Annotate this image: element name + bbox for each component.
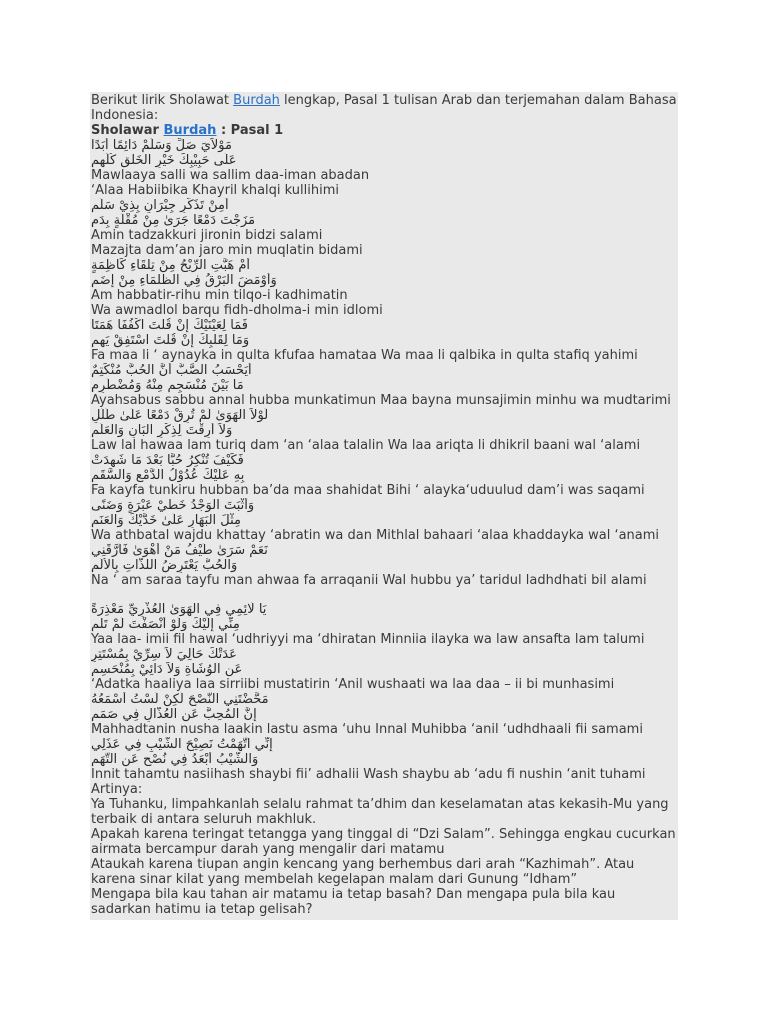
arabic-text: فَمَا لِعَيْنَيْكَ إِنْ قُلْتَ اكْفُفَا هَمَتَا	[91, 318, 248, 333]
arabic-line	[91, 363, 678, 378]
latin-line: Ayahsabus sabbu annal hubba munkatimun Maa bayna munsajimin minhu wa mudtarimi	[91, 393, 671, 408]
arabic-text: مَا بَيْنَ مُنْسَجِمٍ مِنْهُ وَمُضْطَرِمِ	[91, 378, 244, 393]
verse-block	[91, 692, 678, 737]
arabic-text: عَدَتْكَ حَالِيَ لاَ سِرِّيْ بِمُسْتَتِرٍ	[91, 647, 237, 662]
latin-line: Mawlaaya salli wa sallim daa-iman abadan	[91, 168, 370, 183]
document-page	[90, 92, 678, 920]
verse-block	[91, 408, 678, 453]
verse-block	[91, 498, 678, 543]
verse-block	[91, 138, 678, 198]
arabic-line	[91, 752, 678, 767]
arabic-line	[91, 273, 678, 288]
arabic-text: أَمْ هَبَّتِ الرِّيْحُ مِنْ تِلْقَاءِ كَاظِمَةٍ	[91, 258, 251, 273]
arabic-text: مَحَّضْتَنِي النُّصْحَ لَكِنْ لَسْتُ أَسْمَعُهُ	[91, 692, 269, 707]
verse-block	[91, 258, 678, 318]
arabic-line	[91, 333, 678, 348]
arabic-text: أَمِنْ تَذَكُّرِ جِيْرَانٍ بِذِيْ سَلَمِ	[91, 198, 229, 213]
verse-block	[91, 363, 678, 408]
latin-line: Law lal hawaa lam turiq dam ‘an ‘alaa talalin Wa laa ariqta li dhikril baani wal ‘alami	[91, 438, 641, 453]
arabic-line	[91, 602, 678, 617]
arabic-line	[91, 423, 678, 438]
latin-line: Na ‘ am saraa tayfu man ahwaa fa arraqanii Wal hubbu ya’ taridul ladhdhati bil alami	[91, 573, 647, 588]
arabic-text: مَوْلاَيَ صَلِّ وَسَلِّمْ دَائِمًا أَبَدًا	[91, 138, 232, 153]
verses-list	[91, 138, 678, 782]
arabic-line	[91, 198, 678, 213]
arabic-text: مِنِّي إِلَيْكَ وَلَوْ أَنْصَفْتَ لَمْ تَلُمِ	[91, 617, 240, 632]
latin-line: Fa kayfa tunkiru hubban ba’da maa shahidat Bihi ‘ alayka‘uduulud dam’i was saqami	[91, 483, 645, 498]
arabic-text: يَا لَائِمِي فِي الْهَوَىٰ الْعُذْرِيِّ مَعْذِرَةً	[91, 602, 267, 617]
intro-text-before: Berikut lirik Sholawat	[91, 93, 234, 108]
latin-line: Wa athbatal wajdu khattay ‘abratin wa dan Mithlal bahaari ‘alaa khaddayka wal ‘anami	[91, 528, 660, 543]
arabic-line	[91, 468, 678, 483]
arabic-line	[91, 737, 678, 752]
arabic-line	[91, 213, 678, 228]
latin-line: ‘Alaa Habiibika Khayril khalqi kullihimi	[91, 183, 339, 198]
arabic-line	[91, 153, 678, 168]
arabic-text: مَزَجْتَ دَمْعًا جَرَىٰ مِنْ مُقْلَةٍ بِدَمِ	[91, 213, 256, 228]
latin-line: Fa maa li ‘ aynayka in qulta kfufaa hamataa Wa maa li qalbika in qulta stafiq yahimi	[91, 348, 638, 363]
arabic-text: وَأَثْبَتَ الْوَجْدُ خَطَّيْ عَبْرَةٍ وَضَنًى	[91, 498, 255, 513]
latin-line: Innit tahamtu nasiihash shaybi fii’ adhalii Wash shaybu ab ‘adu fi nushin ‘anit tuhami	[91, 767, 646, 782]
arabic-text: بِهِ عَلَيْكَ عُدُوْلُ الدَّمْعِ وَالسَّقَمِ	[91, 468, 245, 483]
arabic-line	[91, 138, 678, 153]
latin-line: Yaa laa- imii fil hawal ‘udhriyyi ma ‘dhiratan Minniia ilayka wa law ansafta lam talumi	[91, 632, 645, 647]
latin-line: Amin tadzakkuri jironin bidzi salami	[91, 228, 323, 243]
verse-block	[91, 543, 678, 588]
latin-line: Mazajta dam’an jaro min muqlatin bidami	[91, 243, 363, 258]
heading-prefix: Sholawar	[91, 123, 164, 138]
translation-paragraph: Ya Tuhanku, limpahkanlah selalu rahmat ta’dhim dan keselamatan atas kekasih-Mu yang terbaik di antara seluruh makhluk.	[91, 797, 669, 827]
arabic-text: وَالْحُبُّ يَعْتَرِضُ اللَّذَّاتِ بِالْأَلَمِ	[91, 558, 238, 573]
arabic-line	[91, 318, 678, 333]
arabic-line	[91, 498, 678, 513]
arabic-text: وَأَوْمَضَ الْبَرْقُ فِي الظَّلْمَاءِ مِنْ إِضَمِ	[91, 273, 277, 288]
arabic-text: وَمَا لِقَلْبِكَ إِنْ قُلْتَ اسْتَفِقْ يَهِمِ	[91, 333, 250, 348]
section-heading	[91, 123, 678, 138]
arabic-text: أَيَحْسَبُ الصَّبُّ أَنَّ الْحُبَّ مُنْكَتِمٌ	[91, 363, 252, 378]
arabic-text: مِثْلَ الْبَهَارِ عَلَىٰ خَدَّيْكَ وَالْعَنَمِ	[91, 513, 242, 528]
arabic-line	[91, 662, 678, 677]
heading-burdah-link[interactable]: Burdah	[163, 123, 217, 138]
arabic-text: إِنَّ الْمُحِبَّ عَنِ الْعُذَّالِ فِي صَمَمِ	[91, 707, 257, 722]
latin-line: Am habbatir-rihu min tilqo-i kadhimatin	[91, 288, 348, 303]
arabic-line	[91, 408, 678, 423]
arabic-line	[91, 617, 678, 632]
arabic-line	[91, 558, 678, 573]
translation-paragraph: Ataukah karena tiupan angin kencang yang berhembus dari arah “Kazhimah”. Atau karena sinar kilat yang membelah kegelapan malam dari Gunung “Idham”	[91, 857, 635, 887]
verse-block	[91, 647, 678, 692]
arabic-line	[91, 692, 678, 707]
intro-paragraph	[91, 93, 678, 123]
latin-line: Mahhadtanin nusha laakin lastu asma ‘uhu Innal Muhibba ‘anil ‘udhdhaali fii samami	[91, 722, 643, 737]
arabic-line	[91, 378, 678, 393]
arabic-line	[91, 543, 678, 558]
arabic-text: عَلَى حَبِيْبِكَ خَيْرِ الْخَلْقِ كُلِّهِمِ	[91, 153, 237, 168]
translation-paragraph: Mengapa bila kau tahan air matamu ia tetap basah? Dan mengapa pula bila kau sadarkan hatimu ia tetap gelisah?	[91, 887, 616, 917]
latin-line: ‘Adatka haaliya laa sirriibi mustatirin ‘Anil wushaati wa laa daa – ii bi munhasimi	[91, 677, 615, 692]
arabic-line	[91, 258, 678, 273]
burdah-link[interactable]: Burdah	[233, 93, 280, 108]
translation-paragraph: Apakah karena teringat tetangga yang tinggal di “Dzi Salam”. Sehingga engkau cucurkan airmata bercampur darah yang mengalir dari matamu	[91, 827, 676, 857]
arabic-text: عَنِ الْوُشَاةِ وَلاَ دَائِيْ بِمُنْحَسِمِ	[91, 662, 243, 677]
arabic-text: لَوْلاَ الْهَوَىٰ لَمْ تُرِقْ دَمْعًا عَلَىٰ طَلَلٍ	[91, 408, 269, 423]
verse-gap	[91, 588, 678, 602]
translation-label: Artinya:	[91, 782, 143, 797]
arabic-line	[91, 513, 678, 528]
arabic-text: نَعَمْ سَرَىٰ طَيْفُ مَنْ أَهْوَىٰ فَأَرَّقَنِي	[91, 543, 268, 558]
verse-block	[91, 588, 678, 647]
latin-line: Wa awmadlol barqu fidh-dholma-i min idlomi	[91, 303, 383, 318]
arabic-line	[91, 647, 678, 662]
arabic-line	[91, 707, 678, 722]
heading-suffix: : Pasal 1	[216, 123, 284, 138]
verse-block	[91, 453, 678, 498]
arabic-line	[91, 453, 678, 468]
arabic-text: إِنِّي اتَّهَمْتُ نَصِيْحَ الشَّيْبِ فِي عَذَلِي	[91, 737, 273, 752]
document-content	[90, 92, 678, 917]
arabic-text: فَكَيْفَ تُنْكِرُ حُبًّا بَعْدَ مَا شَهِدَتْ	[91, 453, 244, 468]
translation-list	[91, 797, 678, 917]
arabic-text: وَلاَ أَرِقْتَ لِذِكْرِ الْبَانِ وَالْعَلَمِ	[91, 423, 233, 438]
arabic-text: وَالشَّيْبُ أَبْعَدُ فِي نُصْحٍ عَنِ التُّهَمِ	[91, 752, 259, 767]
intro-text-after: lengkap, Pasal 1 tulisan Arab dan terjemahan dalam Bahasa Indonesia:	[91, 93, 677, 123]
verse-block	[91, 737, 678, 782]
verse-block	[91, 318, 678, 363]
verse-block	[91, 198, 678, 258]
